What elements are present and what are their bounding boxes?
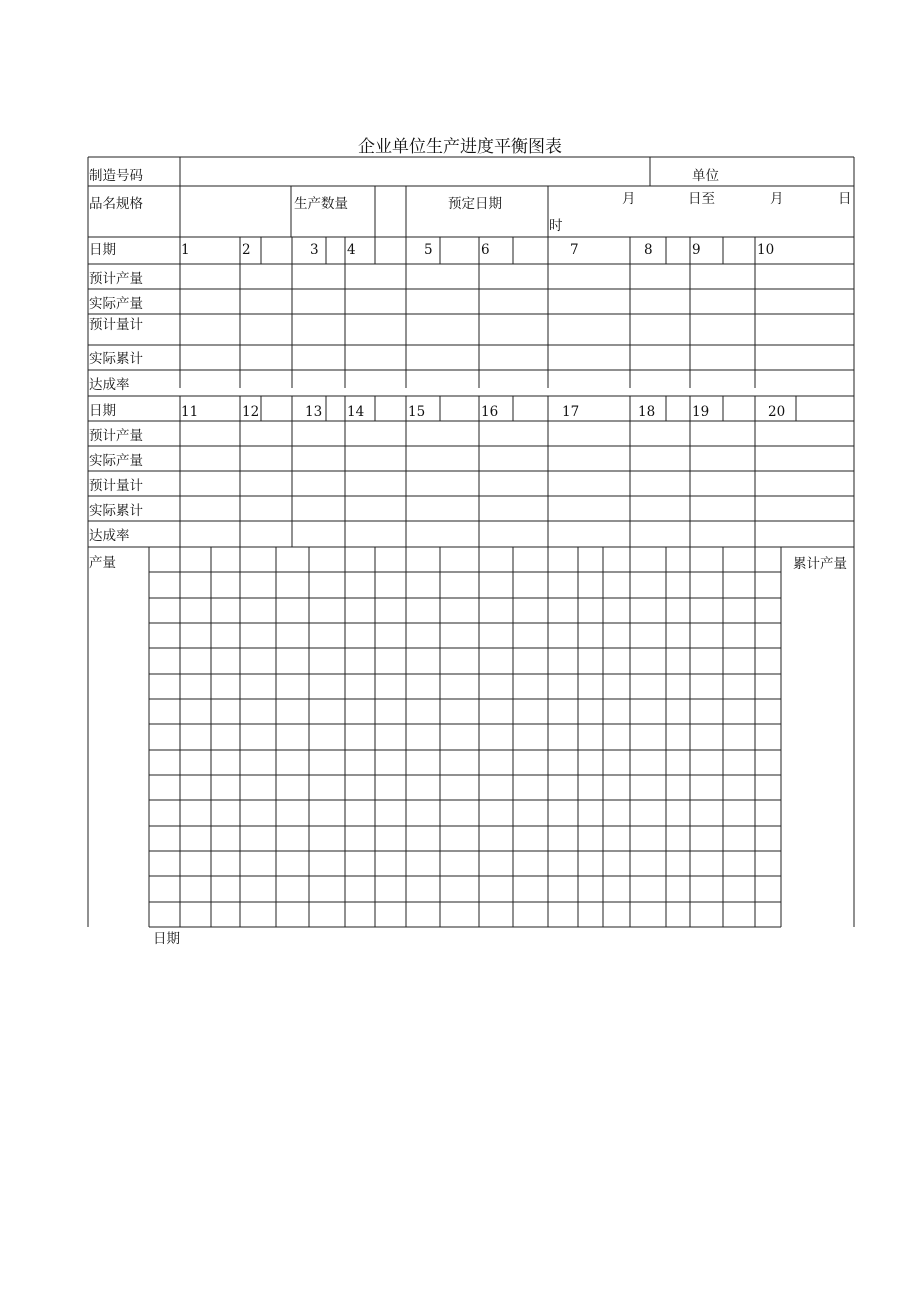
block2-row-label: 实际产量 [89,453,143,469]
block1-day: 10 [757,242,775,258]
block2-day: 20 [768,404,786,420]
block1-day: 9 [692,242,701,258]
scheduled-date-label: 预定日期 [448,196,502,212]
chart-cumulative-label: 累计产量 [793,556,847,572]
unit-label: 单位 [692,168,719,184]
chart-y-label: 产量 [89,555,116,571]
block2-date-label: 日期 [89,403,116,419]
block2-day: 19 [692,404,710,420]
block1-day: 8 [644,242,653,258]
block1-row-label: 实际产量 [89,296,143,312]
block2-day: 13 [305,404,323,420]
date-month-2: 月 [770,191,784,207]
block1-row-label: 实际累计 [89,351,143,367]
block2-row-label: 达成率 [89,528,130,544]
product-spec-label: 品名规格 [89,196,143,212]
block2-row-label: 预计量计 [89,478,143,494]
block1-day: 6 [481,242,490,258]
production-qty-label: 生产数量 [294,196,348,212]
block2-day: 15 [408,404,426,420]
date-day-to: 日至 [688,191,715,207]
page-title: 企业单位生产进度平衡图表 [358,137,562,157]
block1-day: 3 [310,242,319,258]
block2-day: 11 [181,404,199,420]
date-time: 时 [549,218,563,234]
block2-row-label: 实际累计 [89,503,143,519]
manufacture-no-label: 制造号码 [89,168,143,184]
date-day-2: 日 [838,191,852,207]
block1-row-label: 达成率 [89,377,130,393]
block2-row-label: 预计产量 [89,428,143,444]
block1-day: 7 [570,242,579,258]
block2-day: 14 [347,404,365,420]
block1-day: 2 [242,242,251,258]
chart-x-label: 日期 [153,931,180,947]
block2-day: 18 [638,404,656,420]
block1-day: 4 [347,242,356,258]
date-month-1: 月 [622,191,636,207]
block2-day: 17 [562,404,580,420]
block1-day: 5 [424,242,433,258]
block1-row-label: 预计量计 [89,317,143,333]
block2-day: 16 [481,404,499,420]
block1-date-label: 日期 [89,242,116,258]
block1-row-label: 预计产量 [89,271,143,287]
block2-day: 12 [242,404,260,420]
block1-day: 1 [181,242,190,258]
